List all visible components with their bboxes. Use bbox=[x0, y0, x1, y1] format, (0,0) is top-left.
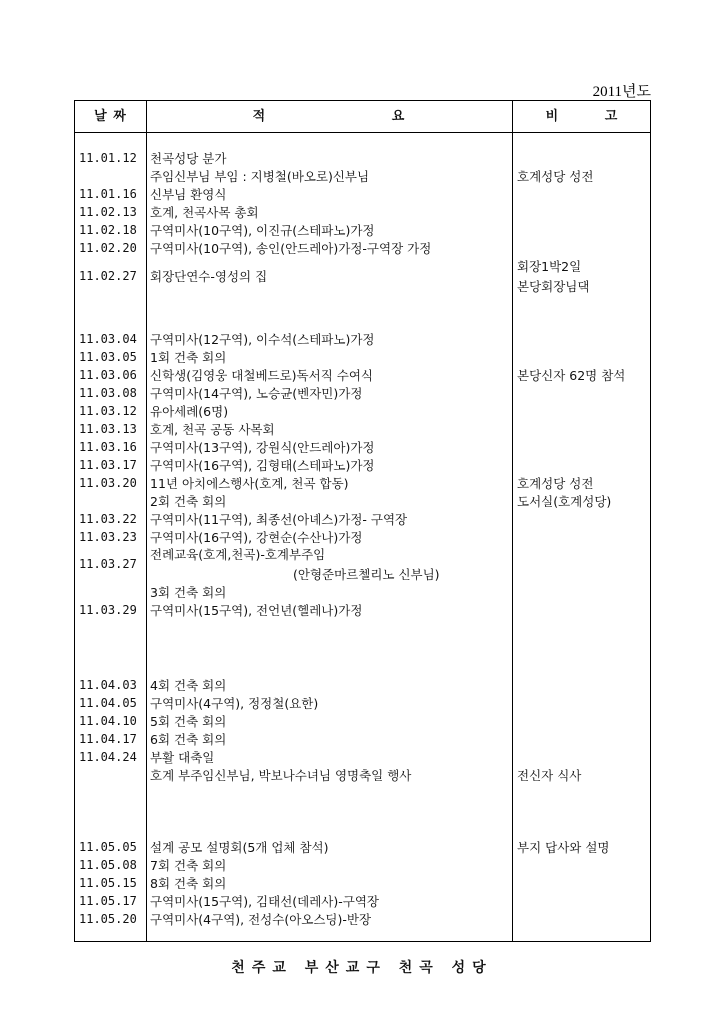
row-date: 11.02.13 bbox=[79, 205, 137, 219]
row-description: 천곡성당 분가 bbox=[150, 151, 227, 166]
row-description: 3회 건축 회의 bbox=[150, 585, 227, 600]
parish-footer: 천주교 부산교구 천곡 성당 bbox=[231, 960, 493, 976]
row-date: 11.04.24 bbox=[79, 750, 137, 764]
row-description: 구역미사(4구역), 전성수(아오스딩)-반장 bbox=[150, 912, 372, 927]
row-description: 2회 건축 회의 bbox=[150, 494, 227, 509]
row-description: 구역미사(4구역), 정정철(요한) bbox=[150, 696, 319, 711]
row-date: 11.05.17 bbox=[79, 894, 137, 908]
row-description: 6회 건축 회의 bbox=[150, 732, 227, 747]
row-description: 1회 건축 회의 bbox=[150, 350, 227, 365]
record-table bbox=[74, 100, 651, 942]
row-date: 11.01.12 bbox=[79, 151, 137, 165]
row-note: 도서실(호계성당) bbox=[517, 494, 612, 509]
row-description: 구역미사(12구역), 이수석(스테파노)가정 bbox=[150, 332, 375, 347]
column-divider bbox=[146, 101, 147, 941]
row-date: 11.03.05 bbox=[79, 350, 137, 364]
row-description: 구역미사(13구역), 강원식(안드레아)가정 bbox=[150, 440, 375, 455]
row-description: 구역미사(10구역), 송인(안드레아)가정-구역장 가정 bbox=[150, 241, 432, 256]
row-date: 11.03.08 bbox=[79, 386, 137, 400]
row-date: 11.05.05 bbox=[79, 840, 137, 854]
row-description: 호계 부주임신부님, 박보나수녀님 영명축일 행사 bbox=[150, 768, 412, 783]
row-date: 11.05.20 bbox=[79, 912, 137, 926]
row-date: 11.03.17 bbox=[79, 458, 137, 472]
row-note: 부지 답사와 설명 bbox=[517, 840, 610, 855]
row-description: 구역미사(16구역), 김형태(스테파노)가정 bbox=[150, 458, 375, 473]
header-note: 비 고 bbox=[545, 109, 619, 124]
row-description: 구역미사(16구역), 강현순(수산나)가정 bbox=[150, 530, 363, 545]
row-date: 11.05.08 bbox=[79, 858, 137, 872]
row-description: 7회 건축 회의 bbox=[150, 858, 227, 873]
row-note: 전신자 식사 bbox=[517, 768, 582, 783]
row-description: (안형준마르첼리노 신부님) bbox=[293, 567, 440, 582]
row-description: 호계, 천곡 공동 사목회 bbox=[150, 422, 275, 437]
row-description: 호계, 천곡사목 총회 bbox=[150, 205, 259, 220]
row-description: 11년 아치에스행사(호계, 천곡 합동) bbox=[150, 476, 349, 491]
row-date: 11.02.20 bbox=[79, 241, 137, 255]
row-description: 구역미사(10구역), 이진규(스테파노)가정 bbox=[150, 223, 375, 238]
row-date: 11.01.16 bbox=[79, 187, 137, 201]
row-note: 호계성당 성전 bbox=[517, 476, 594, 491]
row-description: 4회 건축 회의 bbox=[150, 678, 227, 693]
row-description: 유아세례(6명) bbox=[150, 404, 229, 419]
row-date: 11.04.03 bbox=[79, 678, 137, 692]
row-date: 11.04.10 bbox=[79, 714, 137, 728]
column-divider bbox=[512, 101, 513, 941]
row-description: 신부님 환영식 bbox=[150, 187, 227, 202]
row-date: 11.02.27 bbox=[79, 269, 137, 283]
row-date: 11.03.27 bbox=[79, 557, 137, 571]
row-description: 회장단연수-영성의 집 bbox=[150, 269, 268, 284]
row-date: 11.03.06 bbox=[79, 368, 137, 382]
row-description: 구역미사(14구역), 노승균(벤자민)가정 bbox=[150, 386, 363, 401]
row-description: 설계 공모 설명회(5개 업체 참석) bbox=[150, 840, 329, 855]
row-date: 11.03.20 bbox=[79, 476, 137, 490]
row-date: 11.03.13 bbox=[79, 422, 137, 436]
row-description: 부활 대축일 bbox=[150, 750, 215, 765]
row-date: 11.02.18 bbox=[79, 223, 137, 237]
row-description: 구역미사(11구역), 최종선(아녜스)가정- 구역장 bbox=[150, 512, 408, 527]
row-date: 11.05.15 bbox=[79, 876, 137, 890]
row-description: 구역미사(15구역), 전언년(헬레나)가정 bbox=[150, 603, 363, 618]
row-date: 11.03.22 bbox=[79, 512, 137, 526]
row-date: 11.03.12 bbox=[79, 404, 137, 418]
year-label: 2011년도 bbox=[592, 84, 651, 100]
row-date: 11.03.23 bbox=[79, 530, 137, 544]
row-date: 11.03.29 bbox=[79, 603, 137, 617]
row-description: 전례교육(호계,천곡)-호계부주임 bbox=[150, 547, 326, 562]
row-note: 호계성당 성전 bbox=[517, 169, 594, 184]
row-description: 5회 건축 회의 bbox=[150, 714, 227, 729]
row-note: 본당신자 62명 참석 bbox=[517, 368, 626, 383]
row-description: 8회 건축 회의 bbox=[150, 876, 227, 891]
row-description: 주임신부님 부임 : 지병철(바오로)신부님 bbox=[150, 169, 370, 184]
row-description: 신학생(김영웅 대철베드로)독서직 수여식 bbox=[150, 368, 373, 383]
row-date: 11.04.17 bbox=[79, 732, 137, 746]
row-note: 회장1박2일 bbox=[517, 259, 582, 274]
row-date: 11.03.16 bbox=[79, 440, 137, 454]
row-note: 본당회장님댁 bbox=[517, 279, 590, 294]
row-date: 11.04.05 bbox=[79, 696, 137, 710]
header-date: 날 짜 bbox=[94, 109, 127, 124]
row-description: 구역미사(15구역), 김태선(데레사)-구역장 bbox=[150, 894, 379, 909]
header-description: 적 요 bbox=[252, 109, 406, 124]
row-date: 11.03.04 bbox=[79, 332, 137, 346]
